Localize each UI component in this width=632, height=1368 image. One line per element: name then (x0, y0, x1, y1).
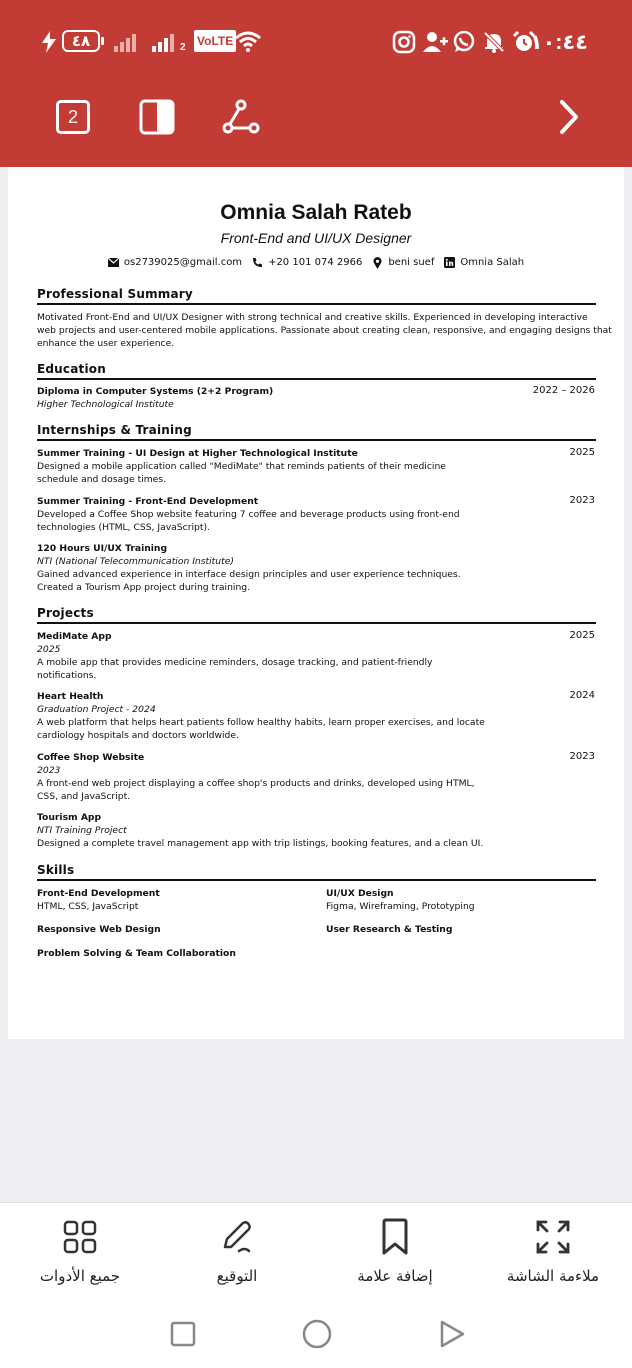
contact-location (372, 257, 434, 268)
contact-email (108, 257, 242, 268)
project-desc: CSS, and JavaScript. (37, 791, 131, 802)
project-year: 2025 (569, 630, 595, 641)
grid-icon (60, 1217, 100, 1257)
internship-desc: technologies (HTML, CSS, JavaScript). (37, 522, 210, 533)
skill-desc: HTML, CSS, JavaScript (37, 901, 139, 912)
location-text: beni suef (388, 257, 435, 268)
wifi-icon (234, 22, 264, 62)
status-bar (0, 22, 632, 62)
section-title-education: Education (37, 362, 596, 380)
add-contact-icon (422, 22, 448, 62)
project-subtitle: 2023 (37, 765, 61, 776)
project-subtitle: NTI Training Project (37, 825, 127, 836)
internship-desc: Designed a mobile application called "MediMate" that reminds patients of their medicine (37, 461, 446, 472)
internship-org: NTI (National Telecommunication Institute) (37, 556, 234, 567)
recent-apps-button[interactable] (168, 1319, 198, 1349)
signal-icon (114, 22, 140, 62)
project-subtitle: 2025 (37, 644, 61, 655)
summary-line: enhance the user experience. (37, 338, 175, 349)
email-text: os2739025@gmail.com (123, 257, 243, 268)
page-count-button[interactable] (51, 95, 95, 139)
project-year: 2023 (569, 751, 595, 762)
summary-line: web projects and user-centered mobile applications. Passionate about creating clean, responsive, and engaging designs that (37, 325, 612, 336)
internship-desc: schedule and dosage times. (37, 474, 167, 485)
share-button[interactable] (219, 95, 263, 139)
view-mode-button[interactable] (135, 95, 179, 139)
signature-label: التوقيع (216, 1267, 258, 1285)
project-desc: A mobile app that provides medicine reminders, dosage tracking, and patient-friendly (37, 657, 433, 668)
skill-title: Front-End Development (37, 888, 160, 899)
instagram-icon (392, 22, 416, 62)
education-school: Higher Technological Institute (37, 399, 174, 410)
internship-year: 2023 (569, 495, 595, 506)
internship-desc: Developed a Coffee Shop website featuring 7 coffee and beverage products using front-end (37, 509, 460, 520)
project-desc: A web platform that helps heart patients follow healthy habits, learn proper exercises, and locate (37, 717, 485, 728)
whatsapp-icon (452, 22, 476, 62)
internship-title: Summer Training - UI Design at Higher Technological Institute (37, 448, 358, 459)
skill-title: Responsive Web Design (37, 924, 161, 935)
project-desc: A front-end web project displaying a coffee shop's products and drinks, developed using HTML, (37, 778, 475, 789)
clock: ١٠:٤٤ (529, 31, 588, 54)
contact-row (8, 257, 624, 268)
back-button[interactable] (437, 1319, 467, 1349)
top-app-bar (0, 0, 632, 167)
viewer-toolbar (0, 95, 632, 143)
project-title: Coffee Shop Website (37, 752, 145, 763)
bookmark-icon (375, 1217, 415, 1257)
fit-screen-icon (533, 1217, 573, 1257)
section-title-projects: Projects (37, 606, 596, 624)
section-title-summary: Professional Summary (37, 287, 596, 305)
section-title-skills: Skills (37, 863, 596, 881)
linkedin-icon (444, 257, 455, 268)
all-tools-button[interactable] (10, 1217, 150, 1285)
page-count: 2 (56, 100, 90, 134)
battery-icon (62, 30, 100, 52)
education-degree: Diploma in Computer Systems (2+2 Program) (37, 386, 274, 397)
skill-desc: Figma, Wireframing, Prototyping (326, 901, 475, 912)
internship-title: 120 Hours UI/UX Training (37, 543, 168, 554)
resume-name: Omnia Salah Rateb (220, 201, 412, 224)
charging-icon (40, 22, 58, 62)
document-page[interactable] (8, 167, 624, 1039)
view-mode-icon (139, 99, 175, 135)
internship-desc: Created a Tourism App project during training. (37, 582, 251, 593)
phone-icon (252, 257, 263, 268)
project-title: Tourism App (37, 812, 102, 823)
contact-phone (252, 257, 362, 268)
contact-linkedin (444, 257, 524, 268)
home-button[interactable] (302, 1319, 332, 1349)
share-icon (222, 99, 260, 135)
signature-button[interactable] (167, 1217, 307, 1285)
project-subtitle: Graduation Project - 2024 (37, 704, 156, 715)
battery-level: ٤٨ (71, 33, 91, 50)
square-icon (170, 1321, 196, 1347)
internship-title: Summer Training - Front-End Development (37, 496, 259, 507)
bottom-toolbar (0, 1202, 632, 1368)
skill-title: UI/UX Design (326, 888, 394, 899)
triangle-back-icon (439, 1320, 465, 1348)
notifications-off-icon (482, 22, 506, 62)
location-pin-icon (372, 257, 383, 268)
education-years: 2022 – 2026 (532, 385, 595, 396)
circle-icon (302, 1319, 332, 1349)
sim2-label: 2 (180, 41, 186, 53)
internship-year: 2025 (569, 447, 595, 458)
fit-screen-label: ملاءمة الشاشة (506, 1267, 600, 1285)
project-year: 2024 (569, 690, 595, 701)
volte-badge: VoLTE (194, 30, 236, 52)
project-desc: Designed a complete travel management app with trip listings, booking features, and a clean UI. (37, 838, 484, 849)
skill-title: Problem Solving & Team Collaboration (37, 948, 236, 959)
all-tools-label: جميع الأدوات (39, 1267, 121, 1285)
fit-screen-button[interactable] (483, 1217, 623, 1285)
pen-icon (217, 1217, 257, 1257)
summary-line: Motivated Front-End and UI/UX Designer with strong technical and creative skills. Experienced in developing interactive (37, 312, 588, 323)
project-desc: notifications. (37, 670, 97, 681)
project-title: MediMate App (37, 631, 112, 642)
next-button[interactable] (547, 95, 591, 139)
project-desc: cardiology hospitals and doctors worldwide. (37, 730, 239, 741)
linkedin-text: Omnia Salah (460, 257, 525, 268)
signal-sim2-icon (152, 22, 186, 62)
chevron-right-icon (557, 99, 581, 135)
section-title-internships: Internships & Training (37, 423, 596, 441)
internship-desc: Gained advanced experience in interface design principles and user experience techniques. (37, 569, 461, 580)
resume-role: Front-End and UI/UX Designer (220, 230, 412, 246)
project-title: Heart Health (37, 691, 104, 702)
phone-text: +20 101 074 2966 (268, 257, 363, 268)
skill-title: User Research & Testing (326, 924, 453, 935)
email-icon (108, 257, 119, 268)
add-bookmark-button[interactable] (325, 1217, 465, 1285)
add-bookmark-label: إضافة علامة (357, 1267, 433, 1285)
